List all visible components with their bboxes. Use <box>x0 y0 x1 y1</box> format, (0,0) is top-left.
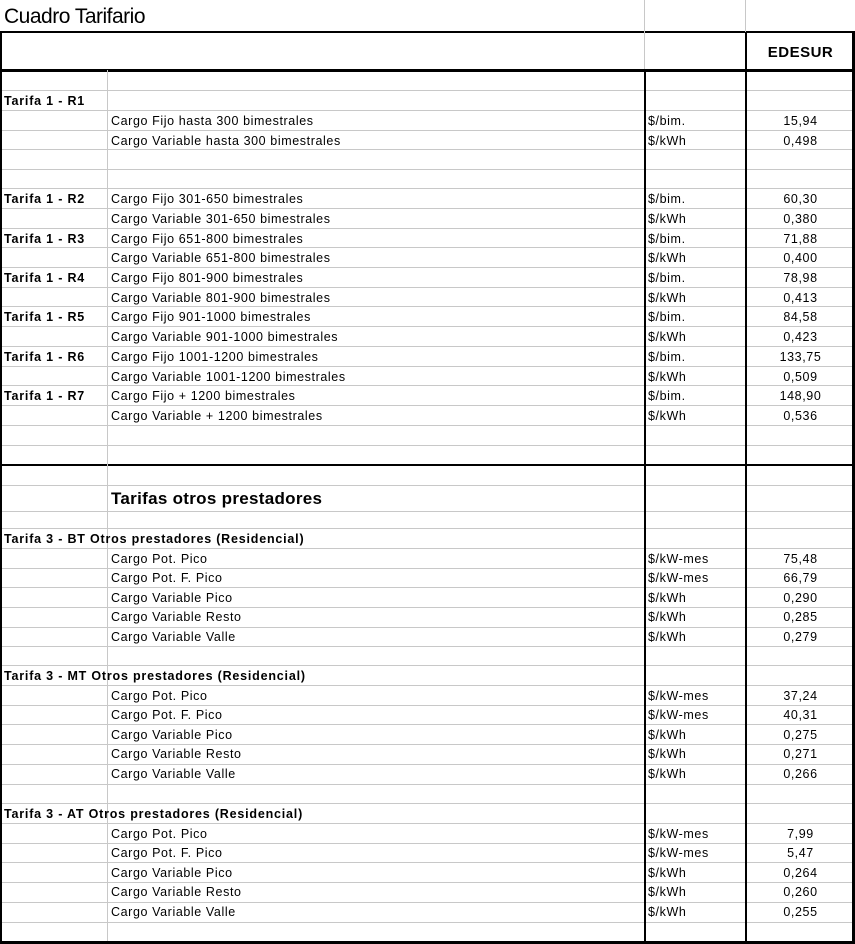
concepto-cell[interactable] <box>111 228 641 248</box>
concepto-cell[interactable] <box>111 882 641 902</box>
unidad-cell[interactable] <box>648 744 744 764</box>
unidad-cell[interactable] <box>648 130 744 150</box>
unidad-cell[interactable] <box>648 862 744 882</box>
concepto-cell-text: Cargo Variable Resto <box>111 747 242 762</box>
concepto-cell[interactable] <box>111 744 641 764</box>
unidad-cell[interactable] <box>648 346 744 366</box>
unidad-cell[interactable] <box>648 306 744 326</box>
tarifa-code[interactable] <box>4 346 107 366</box>
row-border <box>0 464 855 466</box>
valor-cell-text: 0,536 <box>783 408 818 423</box>
unidad-cell-text: $/kW-mes <box>648 846 709 861</box>
valor-cell[interactable] <box>747 823 854 843</box>
valor-cell-text: 0,290 <box>783 590 818 605</box>
valor-cell[interactable] <box>747 843 854 863</box>
tarifa-code-text: Tarifa 1 - R3 <box>4 231 86 246</box>
concepto-cell-text: Cargo Variable Resto <box>111 885 242 900</box>
valor-cell[interactable] <box>747 287 854 307</box>
concepto-cell[interactable] <box>111 763 641 783</box>
concepto-cell-text: Cargo Variable Pico <box>111 865 233 880</box>
valor-cell[interactable] <box>747 110 854 130</box>
tariff-row <box>0 607 855 627</box>
tariff-row <box>0 188 855 208</box>
tariff-row <box>0 247 855 267</box>
valor-cell[interactable] <box>747 405 854 425</box>
page-title-text: Cuadro Tarifario <box>4 5 146 28</box>
valor-cell-text: 0,413 <box>783 290 818 305</box>
unidad-cell[interactable] <box>648 149 744 169</box>
group-header-row <box>0 665 855 685</box>
concepto-cell-text: Cargo Fijo 651-800 bimestrales <box>111 231 304 246</box>
concepto-cell-text: Cargo Variable Pico <box>111 727 233 742</box>
tariff-row <box>0 405 855 425</box>
unidad-cell[interactable] <box>648 568 744 588</box>
valor-cell-text: 40,31 <box>783 708 818 723</box>
unidad-cell[interactable] <box>648 607 744 627</box>
concepto-cell[interactable] <box>111 385 641 405</box>
valor-cell-text: 148,90 <box>779 388 822 403</box>
tariff-row <box>0 110 855 130</box>
concepto-cell-text: Cargo Fijo 301-650 bimestrales <box>111 191 304 206</box>
concepto-cell[interactable] <box>111 326 641 346</box>
tarifa-code[interactable] <box>4 228 107 248</box>
tariff-row <box>0 862 855 882</box>
row-border <box>0 445 855 446</box>
group-header-row <box>0 803 855 823</box>
concepto-cell[interactable] <box>111 587 641 607</box>
concepto-cell-text: Cargo Variable 301-650 bimestrales <box>111 211 331 226</box>
valor-cell[interactable] <box>747 862 854 882</box>
valor-cell[interactable] <box>747 366 854 386</box>
unidad-cell[interactable] <box>648 326 744 346</box>
concepto-cell-text: Cargo Fijo hasta 300 bimestrales <box>111 113 314 128</box>
concepto-cell[interactable] <box>111 90 641 110</box>
valor-cell[interactable] <box>747 149 854 169</box>
unidad-cell[interactable] <box>648 587 744 607</box>
valor-cell-text: 0,285 <box>783 610 818 625</box>
concepto-cell[interactable] <box>111 130 641 150</box>
valor-cell[interactable] <box>747 882 854 902</box>
tarifa-code-text: Tarifa 1 - R5 <box>4 309 86 324</box>
concepto-cell-text: Cargo Pot. F. Pico <box>111 846 223 861</box>
concepto-cell[interactable] <box>111 548 641 568</box>
group-header-text: Tarifa 3 - BT Otros prestadores (Residencial) <box>4 531 305 546</box>
valor-cell[interactable] <box>747 724 854 744</box>
unidad-cell-text: $/kWh <box>648 610 687 625</box>
valor-cell[interactable] <box>747 346 854 366</box>
valor-cell[interactable] <box>747 763 854 783</box>
valor-cell-text: 0,260 <box>783 885 818 900</box>
unidad-cell-text: $/bim. <box>648 349 686 364</box>
concepto-cell[interactable] <box>111 724 641 744</box>
valor-cell-text: 60,30 <box>783 191 818 206</box>
tarifa-code[interactable] <box>4 188 107 208</box>
unidad-cell-text: $/kWh <box>648 904 687 919</box>
valor-cell-text: 0,400 <box>783 250 818 265</box>
unidad-cell-text: $/kWh <box>648 290 687 305</box>
unidad-cell-text: $/kWh <box>648 766 687 781</box>
tariff-row <box>0 843 855 863</box>
tariff-row <box>0 568 855 588</box>
valor-cell[interactable] <box>747 228 854 248</box>
valor-cell-text: 0,264 <box>783 865 818 880</box>
tarifa-code[interactable] <box>4 130 107 150</box>
tarifa-code-text: Tarifa 1 - R1 <box>4 93 86 108</box>
concepto-cell-text: Cargo Pot. F. Pico <box>111 708 223 723</box>
valor-cell-text: 5,47 <box>787 846 814 861</box>
tariff-row <box>0 130 855 150</box>
unidad-cell[interactable] <box>648 287 744 307</box>
tarifa-code[interactable] <box>4 306 107 326</box>
unidad-cell-text: $/kW-mes <box>648 688 709 703</box>
valor-cell[interactable] <box>747 169 854 189</box>
concepto-cell-text: Cargo Fijo + 1200 bimestrales <box>111 388 296 403</box>
tarifa-code[interactable] <box>4 385 107 405</box>
unidad-cell-text: $/kWh <box>648 727 687 742</box>
valor-cell[interactable] <box>747 306 854 326</box>
valor-cell-text: 15,94 <box>783 113 818 128</box>
unidad-cell-text: $/bim. <box>648 309 686 324</box>
valor-cell-text: 66,79 <box>783 571 818 586</box>
tarifa-code[interactable] <box>4 267 107 287</box>
concepto-cell-text: Cargo Variable 901-1000 bimestrales <box>111 329 339 344</box>
valor-cell[interactable] <box>747 188 854 208</box>
concepto-cell-text: Cargo Fijo 901-1000 bimestrales <box>111 309 311 324</box>
tariff-row <box>0 705 855 725</box>
concepto-cell-text: Cargo Pot. Pico <box>111 688 208 703</box>
group-header[interactable] <box>4 665 644 685</box>
valor-cell-text: 75,48 <box>783 551 818 566</box>
unidad-cell-text: $/bim. <box>648 270 686 285</box>
concepto-cell[interactable] <box>111 247 641 267</box>
unidad-cell-text: $/kW-mes <box>648 551 709 566</box>
valor-cell[interactable] <box>747 626 854 646</box>
tariff-row <box>0 685 855 705</box>
valor-cell-text: 7,99 <box>787 826 814 841</box>
concepto-cell[interactable] <box>111 901 641 921</box>
unidad-cell[interactable] <box>648 169 744 189</box>
valor-cell[interactable] <box>747 247 854 267</box>
concepto-cell-text: Cargo Variable + 1200 bimestrales <box>111 408 323 423</box>
section-title[interactable] <box>111 485 641 511</box>
section-title-text: Tarifas otros prestadores <box>111 489 323 508</box>
row-border <box>0 511 855 512</box>
concepto-cell[interactable] <box>111 149 641 169</box>
title-row <box>0 0 855 31</box>
company-header[interactable] <box>747 32 854 70</box>
concepto-cell[interactable] <box>111 405 641 425</box>
concepto-cell[interactable] <box>111 267 641 287</box>
concepto-cell[interactable] <box>111 287 641 307</box>
unidad-cell-text: $/kWh <box>648 590 687 605</box>
valor-cell-text: 84,58 <box>783 309 818 324</box>
concepto-cell[interactable] <box>111 346 641 366</box>
valor-cell[interactable] <box>747 90 854 110</box>
concepto-cell-text: Cargo Variable Valle <box>111 766 236 781</box>
unidad-cell-text: $/kW-mes <box>648 708 709 723</box>
unidad-cell-text: $/bim. <box>648 191 686 206</box>
tarifa-code[interactable] <box>4 90 107 110</box>
unidad-cell-text: $/kWh <box>648 865 687 880</box>
concepto-cell[interactable] <box>111 843 641 863</box>
tarifa-code[interactable] <box>4 287 107 307</box>
valor-cell-text: 0,255 <box>783 904 818 919</box>
unidad-cell[interactable] <box>648 267 744 287</box>
tariff-row <box>0 169 855 189</box>
unidad-cell-text: $/kWh <box>648 408 687 423</box>
concepto-cell[interactable] <box>111 823 641 843</box>
header-row <box>0 32 855 70</box>
unidad-cell-text: $/bim. <box>648 231 686 246</box>
concepto-cell[interactable] <box>111 685 641 705</box>
group-header-text: Tarifa 3 - MT Otros prestadores (Residencial) <box>4 668 306 683</box>
tarifa-code-text: Tarifa 1 - R4 <box>4 270 86 285</box>
tariff-row <box>0 901 855 921</box>
unidad-cell-text: $/kWh <box>648 329 687 344</box>
group-header-text: Tarifa 3 - AT Otros prestadores (Residencial) <box>4 806 304 821</box>
tariff-row <box>0 744 855 764</box>
tarifa-code[interactable] <box>4 326 107 346</box>
tariff-row <box>0 208 855 228</box>
row-border <box>0 784 855 785</box>
concepto-cell[interactable] <box>111 208 641 228</box>
tarifa-code[interactable] <box>4 366 107 386</box>
unidad-cell[interactable] <box>648 366 744 386</box>
unidad-cell-text: $/bim. <box>648 388 686 403</box>
tariff-row <box>0 326 855 346</box>
valor-cell-text: 0,423 <box>783 329 818 344</box>
tariff-row <box>0 626 855 646</box>
unidad-cell[interactable] <box>648 724 744 744</box>
unidad-cell-text: $/kW-mes <box>648 571 709 586</box>
concepto-cell-text: Cargo Pot. Pico <box>111 551 208 566</box>
concepto-cell[interactable] <box>111 306 641 326</box>
valor-cell-text: 133,75 <box>779 349 822 364</box>
tarifa-code-text: Tarifa 1 - R2 <box>4 191 86 206</box>
tariff-row <box>0 149 855 169</box>
section-title-row <box>0 485 855 511</box>
valor-cell-text: 0,498 <box>783 133 818 148</box>
group-header[interactable] <box>4 528 644 548</box>
unidad-cell[interactable] <box>648 110 744 130</box>
valor-cell-text: 0,271 <box>783 747 818 762</box>
concepto-cell[interactable] <box>111 110 641 130</box>
concepto-cell-text: Cargo Pot. F. Pico <box>111 571 223 586</box>
unidad-cell[interactable] <box>648 548 744 568</box>
tarifa-code[interactable] <box>4 169 107 189</box>
valor-cell[interactable] <box>747 267 854 287</box>
tariff-row <box>0 366 855 386</box>
valor-cell[interactable] <box>747 685 854 705</box>
unidad-cell-text: $/kWh <box>648 211 687 226</box>
unidad-cell[interactable] <box>648 763 744 783</box>
tarifa-code-text: Tarifa 1 - R7 <box>4 388 86 403</box>
concepto-cell-text: Cargo Variable 1001-1200 bimestrales <box>111 369 346 384</box>
tarifa-code[interactable] <box>4 208 107 228</box>
unidad-cell[interactable] <box>648 882 744 902</box>
concepto-cell-text: Cargo Pot. Pico <box>111 826 208 841</box>
unidad-cell-text: $/kWh <box>648 369 687 384</box>
valor-cell[interactable] <box>747 326 854 346</box>
valor-cell-text: 0,279 <box>783 629 818 644</box>
unidad-cell[interactable] <box>648 247 744 267</box>
concepto-cell-text: Cargo Variable 651-800 bimestrales <box>111 250 331 265</box>
tarifa-code[interactable] <box>4 149 107 169</box>
concepto-cell[interactable] <box>111 366 641 386</box>
unidad-cell[interactable] <box>648 208 744 228</box>
company-header-text: EDESUR <box>767 44 834 61</box>
concepto-cell[interactable] <box>111 862 641 882</box>
concepto-cell-text: Cargo Fijo 1001-1200 bimestrales <box>111 349 319 364</box>
concepto-cell[interactable] <box>111 705 641 725</box>
unidad-cell[interactable] <box>648 685 744 705</box>
tariff-row <box>0 882 855 902</box>
valor-cell-text: 0,266 <box>783 766 818 781</box>
valor-cell[interactable] <box>747 705 854 725</box>
unidad-cell-text: $/kW-mes <box>648 826 709 841</box>
unidad-cell[interactable] <box>648 385 744 405</box>
unidad-cell[interactable] <box>648 405 744 425</box>
page-title[interactable] <box>4 0 644 31</box>
valor-cell[interactable] <box>747 587 854 607</box>
unidad-cell-text: $/kWh <box>648 629 687 644</box>
valor-cell[interactable] <box>747 130 854 150</box>
row-border <box>0 922 855 923</box>
concepto-cell[interactable] <box>111 607 641 627</box>
tariff-row <box>0 228 855 248</box>
tariff-row <box>0 267 855 287</box>
concepto-cell[interactable] <box>111 169 641 189</box>
tarifa-code-text: Tarifa 1 - R6 <box>4 349 86 364</box>
valor-cell[interactable] <box>747 208 854 228</box>
tariff-row <box>0 587 855 607</box>
tariff-row <box>0 287 855 307</box>
valor-cell[interactable] <box>747 548 854 568</box>
unidad-cell[interactable] <box>648 843 744 863</box>
concepto-cell[interactable] <box>111 626 641 646</box>
concepto-cell-text: Cargo Variable hasta 300 bimestrales <box>111 133 341 148</box>
unidad-cell-text: $/kWh <box>648 747 687 762</box>
unidad-cell[interactable] <box>648 901 744 921</box>
concepto-cell[interactable] <box>111 568 641 588</box>
unidad-cell[interactable] <box>648 626 744 646</box>
unidad-cell[interactable] <box>648 90 744 110</box>
tariff-row <box>0 724 855 744</box>
tariff-row <box>0 90 855 110</box>
concepto-cell-text: Cargo Variable Valle <box>111 904 236 919</box>
valor-cell-text: 0,275 <box>783 727 818 742</box>
tarifa-code[interactable] <box>4 110 107 130</box>
group-header-row <box>0 528 855 548</box>
valor-cell-text: 71,88 <box>783 231 818 246</box>
concepto-cell-text: Cargo Variable Valle <box>111 629 236 644</box>
concepto-cell-text: Cargo Variable 801-900 bimestrales <box>111 290 331 305</box>
valor-cell-text: 0,509 <box>783 369 818 384</box>
concepto-cell[interactable] <box>111 188 641 208</box>
valor-cell[interactable] <box>747 901 854 921</box>
tarifa-code[interactable] <box>4 405 107 425</box>
valor-cell[interactable] <box>747 385 854 405</box>
valor-cell[interactable] <box>747 568 854 588</box>
tariff-row <box>0 306 855 326</box>
unidad-cell-text: $/kWh <box>648 133 687 148</box>
concepto-cell-text: Cargo Variable Pico <box>111 590 233 605</box>
valor-cell[interactable] <box>747 744 854 764</box>
row-border <box>0 425 855 426</box>
unidad-cell-text: $/bim. <box>648 113 686 128</box>
valor-cell-text: 37,24 <box>783 688 818 703</box>
unidad-cell[interactable] <box>648 705 744 725</box>
tariff-row <box>0 763 855 783</box>
tariff-row <box>0 346 855 366</box>
concepto-cell-text: Cargo Variable Resto <box>111 610 242 625</box>
valor-cell-text: 78,98 <box>783 270 818 285</box>
tariff-row <box>0 823 855 843</box>
unidad-cell-text: $/kWh <box>648 885 687 900</box>
unidad-cell[interactable] <box>648 228 744 248</box>
unidad-cell-text: $/kWh <box>648 250 687 265</box>
tarifa-code[interactable] <box>4 247 107 267</box>
valor-cell-text: 0,380 <box>783 211 818 226</box>
concepto-cell-text: Cargo Fijo 801-900 bimestrales <box>111 270 304 285</box>
group-header[interactable] <box>4 803 644 823</box>
unidad-cell[interactable] <box>648 823 744 843</box>
tariff-row <box>0 385 855 405</box>
unidad-cell[interactable] <box>648 188 744 208</box>
tariff-row <box>0 548 855 568</box>
valor-cell[interactable] <box>747 607 854 627</box>
